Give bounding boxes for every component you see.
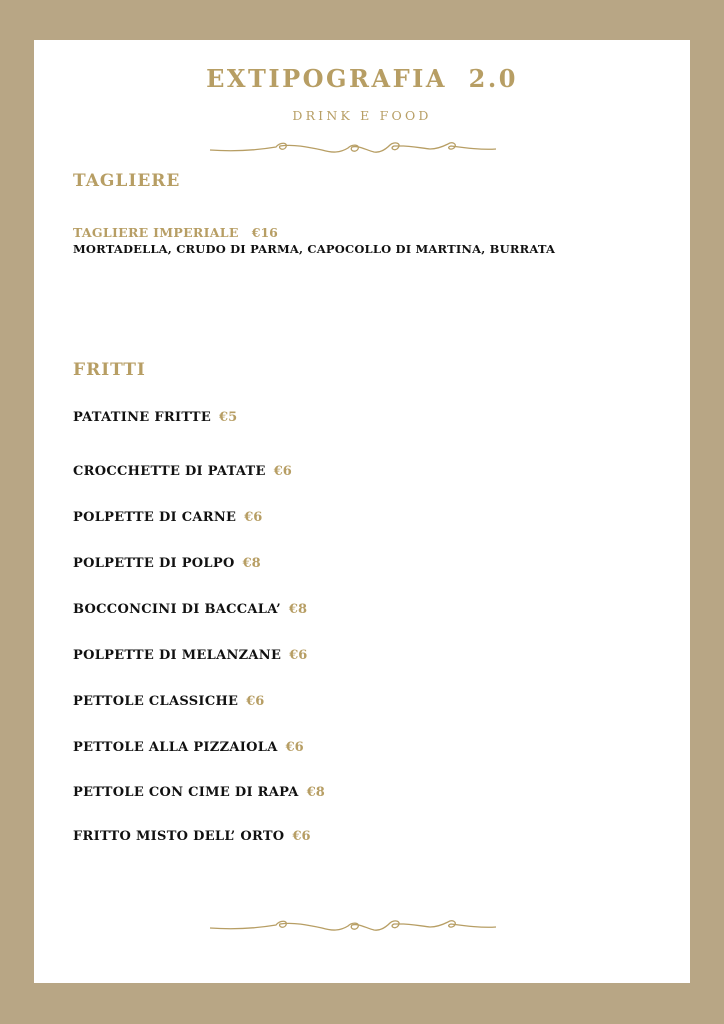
menu-title: EXTIPOGRAFIA 2.0 [206, 64, 518, 93]
menu-item [73, 406, 237, 425]
item-name: PETTOLE CON CIME DI RAPA [73, 785, 299, 800]
menu-item-tagliere-imperiale [73, 222, 278, 241]
ornamental-divider-icon [208, 914, 498, 938]
item-name: PATATINE FRITTE [73, 410, 212, 425]
menu-item [73, 598, 307, 617]
item-price: €8 [288, 602, 308, 617]
menu-subtitle: DRINK E FOOD [292, 108, 432, 123]
item-name: FRITTO MISTO DELL’ ORTO [73, 829, 285, 844]
menu-item [73, 781, 325, 800]
item-price: €6 [246, 694, 265, 709]
item-price: €16 [251, 225, 278, 240]
item-name: PETTOLE ALLA PIZZAIOLA [73, 740, 278, 755]
item-price: €8 [242, 556, 261, 571]
menu-item [73, 506, 262, 525]
item-price: €8 [306, 785, 325, 800]
ornamental-divider-icon [208, 136, 498, 160]
item-name: PETTOLE CLASSICHE [73, 694, 239, 709]
item-description: MORTADELLA, CRUDO DI PARMA, CAPOCOLLO DI MARTINA, BURRATA [73, 242, 556, 256]
menu-item [73, 690, 264, 709]
item-price: €6 [289, 648, 308, 663]
section-title-fritti: FRITTI [73, 360, 146, 380]
menu-item [73, 736, 304, 755]
menu-item [73, 644, 307, 663]
section-title-tagliere: TAGLIERE [73, 171, 181, 191]
item-name: POLPETTE DI CARNE [73, 510, 237, 525]
item-price: €6 [292, 829, 311, 844]
item-name: TAGLIERE IMPERIALE [73, 225, 239, 240]
menu-page [34, 40, 690, 983]
item-price: €6 [285, 740, 304, 755]
item-name: BOCCONCINI DI BACCALA’ [73, 602, 281, 617]
item-price: €6 [273, 464, 292, 479]
item-name: CROCCHETTE DI PATATE [73, 464, 266, 479]
menu-item [73, 825, 311, 844]
menu-item [73, 460, 292, 479]
item-name: POLPETTE DI MELANZANE [73, 648, 282, 663]
item-price: €6 [244, 510, 263, 525]
item-price: €5 [219, 410, 238, 425]
item-name: POLPETTE DI POLPO [73, 556, 235, 571]
menu-item [73, 552, 261, 571]
